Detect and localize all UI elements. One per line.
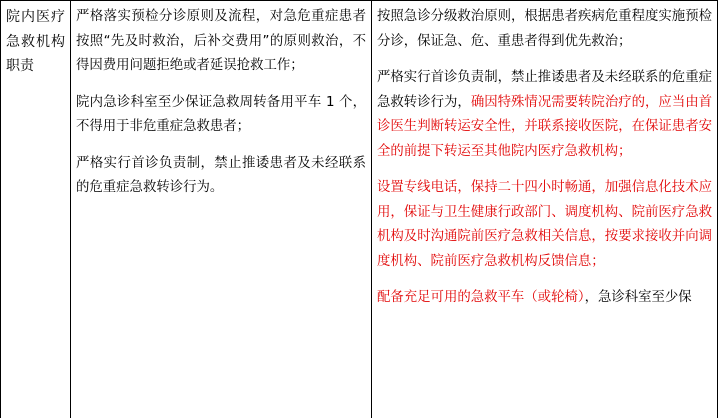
detailed-duties-cell xyxy=(371,0,718,418)
row-label: 院内医疗急救机构职责 xyxy=(6,9,65,74)
transfer-text: 严格实行首诊负责制，禁止推诿患者及未经联系的危重症急救转诊行为， xyxy=(377,70,712,110)
row-label-cell xyxy=(0,0,70,418)
triage-paragraph: 严格落实预检分诊原则及流程，对急危重症患者按照“先及时救治，后补交费用”的原则救治，不得因费用问题拒绝或者延误抢救工作； xyxy=(76,9,366,73)
grading-paragraph: 按照急诊分级救治原则，根据患者疾病危重程度实施预检分诊，保证急、危、重患者得到优先救治； xyxy=(377,9,712,49)
equipment-highlight: 配备充足可用的急救平车（或轮椅） xyxy=(377,290,585,305)
transfer-highlight: 确因特殊情况需要转院治疗的，应当由首诊医生判断转运安全性，并联系接收医院，在保证患者安全的前提下转运至其他院内医疗急救机构； xyxy=(377,94,713,159)
first-responsibility-paragraph: 严格实行首诊负责制，禁止推诿患者及未经联系的危重症急救转诊行为。 xyxy=(76,155,366,195)
general-duties-cell xyxy=(70,0,371,418)
equipment-paragraph xyxy=(377,286,712,311)
equipment-text: ，急诊科室至少保 xyxy=(584,290,692,305)
transfer-paragraph xyxy=(377,66,712,164)
hotline-paragraph: 设置专线电话，保持二十四小时畅通，加强信息化技术应用，保证与卫生健康行政部门、调度机构、院前医疗急救机构及时沟通院前医疗急救相关信息，按要求接收并向调度机构、院前医疗急救机构反馈信息； xyxy=(377,180,712,269)
stretcher-paragraph: 院内急诊科室至少保证急救周转备用平车 1 个，不得用于非危重症急救患者； xyxy=(76,94,366,134)
